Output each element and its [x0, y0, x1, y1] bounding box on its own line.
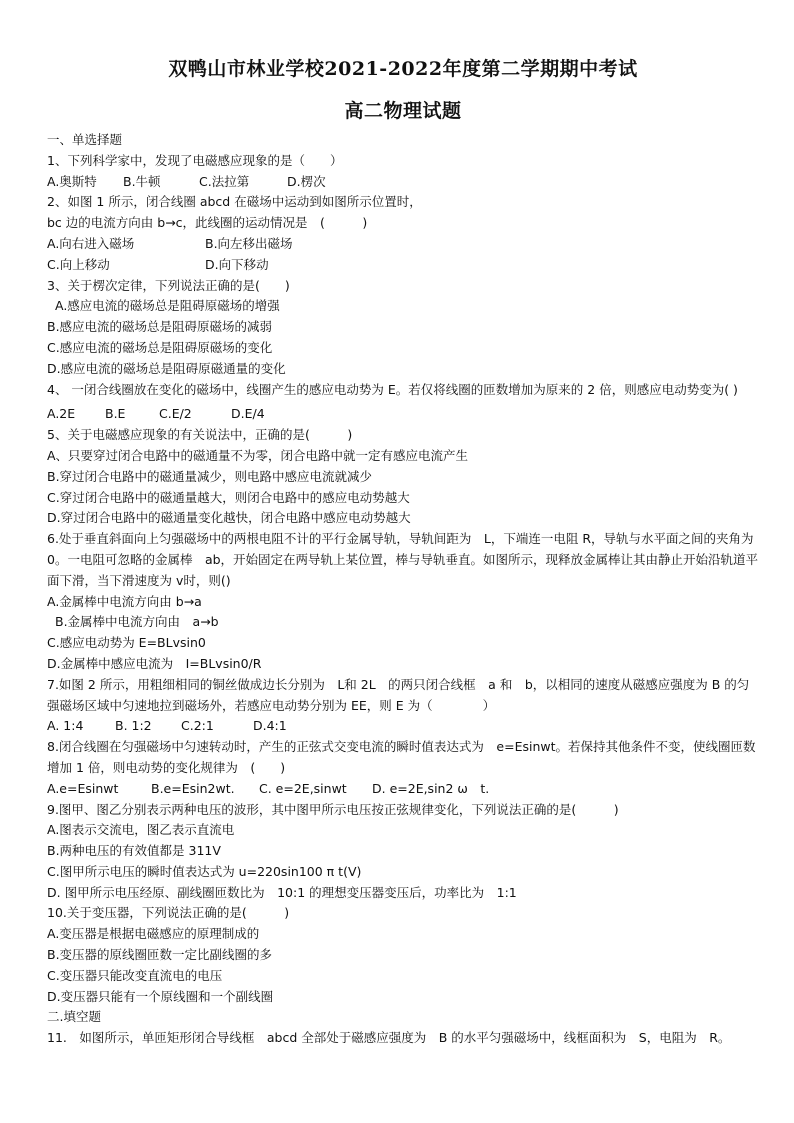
option: D.金属棒中感应电流为 I=BLvsin0/R [47, 655, 262, 671]
option: C.E/2 [159, 406, 192, 422]
option: D. e=2E,sin2 ω t. [372, 780, 490, 796]
option: A.e=Esinwt [47, 780, 119, 796]
option: C.穿过闭合电路中的磁通量越大，则闭合电路中的感应电动势越大 [47, 489, 410, 505]
option: B.向左移出磁场 [205, 235, 293, 251]
option: B.e=Esin2wt. [151, 780, 235, 796]
option: A.2E [47, 406, 76, 422]
question-10-stem: 10.关于变压器，下列说法正确的是( ) [47, 905, 290, 921]
question-2-stem-line2: bc 边的电流方向由 b→c，此线圈的运动情况是 ( ) [47, 215, 368, 231]
question-2-stem-line1: 2、如图 1 所示，闭合线圈 abcd 在磁场中运动到如图所示位置时， [47, 194, 422, 210]
question-6-stem: 6.处于垂直斜面向上匀强磁场中的两根电阻不计的平行金属导轨，导轨间距为 L，下端连一电阻 R，导轨与水平面之间的夹角为 0。一电阻可忽略的金属棒 ab，开始固定在两导轨上某位置，棒与导轨垂直。如图所示，现释放金属棒让其由静止开始沿轨道平面下滑，当下滑速度为 v时，则() [47, 531, 759, 588]
option: C.2:1 [181, 718, 214, 734]
option: A.感应电流的磁场总是阻碍原磁场的增强 [55, 298, 280, 314]
question-7-options [47, 716, 759, 737]
option: C.法拉第 [199, 173, 250, 189]
option: B.两种电压的有效值都是 311V [47, 843, 221, 859]
question-7-stem: 7.如图 2 所示，用粗细相同的铜丝做成边长分别为 L和 2L 的两只闭合线框 a 和 b，以相同的速度从磁感应强度为 B 的匀强磁场区域中匀速地拉到磁场外，若感应电动势分别为 EE，则 E 为（ ） [47, 676, 750, 713]
option: A、只要穿过闭合电路中的磁通量不为零，闭合电路中就一定有感应电流产生 [47, 447, 469, 463]
question-1-stem: 1、下列科学家中，发现了电磁感应现象的是（ ） [47, 152, 343, 168]
question-9-stem: 9.图甲、图乙分别表示两种电压的波形，其中图甲所示电压按正弦规律变化，下列说法正确的是( ) [47, 801, 619, 817]
question-8-stem: 8.闭合线圈在匀强磁场中匀速转动时，产生的正弦式交变电流的瞬时值表达式为 e=Esinwt。若保持其他条件不变，使线圈匝数增加 1 倍，则电动势的变化规律为 ( ) [47, 739, 756, 775]
option: D.向下移动 [205, 256, 269, 272]
option: C. e=2E,sinwt [259, 780, 347, 796]
option: D.穿过闭合电路中的磁通量变化越快，闭合电路中感应电动势越大 [47, 510, 411, 526]
option: C.感应电动势为 E=BLvsin0 [47, 635, 206, 651]
option: A. 1:4 [47, 718, 84, 734]
exam-subtitle: 高二物理试题 [344, 100, 462, 122]
option: A.图表示交流电，图乙表示直流电 [47, 822, 235, 838]
exam-title: 双鸭山市林业学校2021-2022年度第二学期期中考试 [168, 58, 638, 80]
question-4-stem: 4、 一闭合线圈放在变化的磁场中，线圈产生的感应电动势为 E。若仅将线圈的匝数增加为原来的 2 倍，则感应电动势变为( ) [47, 381, 738, 397]
section-single-choice: 一、单选择题 [47, 132, 123, 147]
question-2-options-row2 [47, 255, 759, 276]
option: B. 1:2 [115, 718, 152, 734]
question-3-stem: 3、关于楞次定律，下列说法正确的是( ) [47, 277, 290, 293]
option: C.向上移动 [47, 256, 110, 272]
option: B.金属棒中电流方向由 a→b [55, 614, 219, 630]
question-4-options [47, 404, 759, 425]
option: A.变压器是根据电磁感应的原理制成的 [47, 926, 260, 942]
question-8-options [47, 779, 759, 800]
option: D.变压器只能有一个原线圈和一个副线圈 [47, 988, 274, 1004]
option: C.图甲所示电压的瞬时值表达式为 u=220sin100 π t(V) [47, 863, 362, 879]
question-1-options [47, 172, 759, 193]
option: A.向右进入磁场 [47, 235, 135, 251]
option: B.变压器的原线圈匝数一定比副线圈的多 [47, 947, 273, 963]
option: A.金属棒中电流方向由 b→a [47, 593, 202, 609]
option: D.感应电流的磁场总是阻碍原磁通量的变化 [47, 360, 286, 376]
option: C.感应电流的磁场总是阻碍原磁场的变化 [47, 339, 273, 355]
option: D. 图甲所示电压经原、副线圈匝数比为 10:1 的理想变压器变压后，功率比为 1:1 [47, 884, 517, 900]
question-2-options-row1 [47, 234, 759, 255]
section-fill-in: 二.填空题 [47, 1009, 101, 1025]
option: B.牛顿 [123, 173, 161, 189]
option: A.奥斯特 [47, 173, 97, 189]
option: D.E/4 [231, 406, 265, 422]
option: B.E [105, 406, 126, 422]
option: D.4:1 [253, 718, 287, 734]
option: B.穿过闭合电路中的磁通量减少，则电路中感应电流就减少 [47, 468, 373, 484]
option: B.感应电流的磁场总是阻碍原磁场的减弱 [47, 319, 273, 335]
option: D.楞次 [287, 173, 326, 189]
option: C.变压器只能改变直流电的电压 [47, 967, 223, 983]
exam-page [47, 56, 759, 1049]
question-11-stem: 11. 如图所示，单匝矩形闭合导线框 abcd 全部处于磁感应强度为 B 的水平匀强磁场中，线框面积为 S，电阻为 R。 [47, 1030, 731, 1046]
question-5-stem: 5、关于电磁感应现象的有关说法中，正确的是( ) [47, 427, 353, 443]
